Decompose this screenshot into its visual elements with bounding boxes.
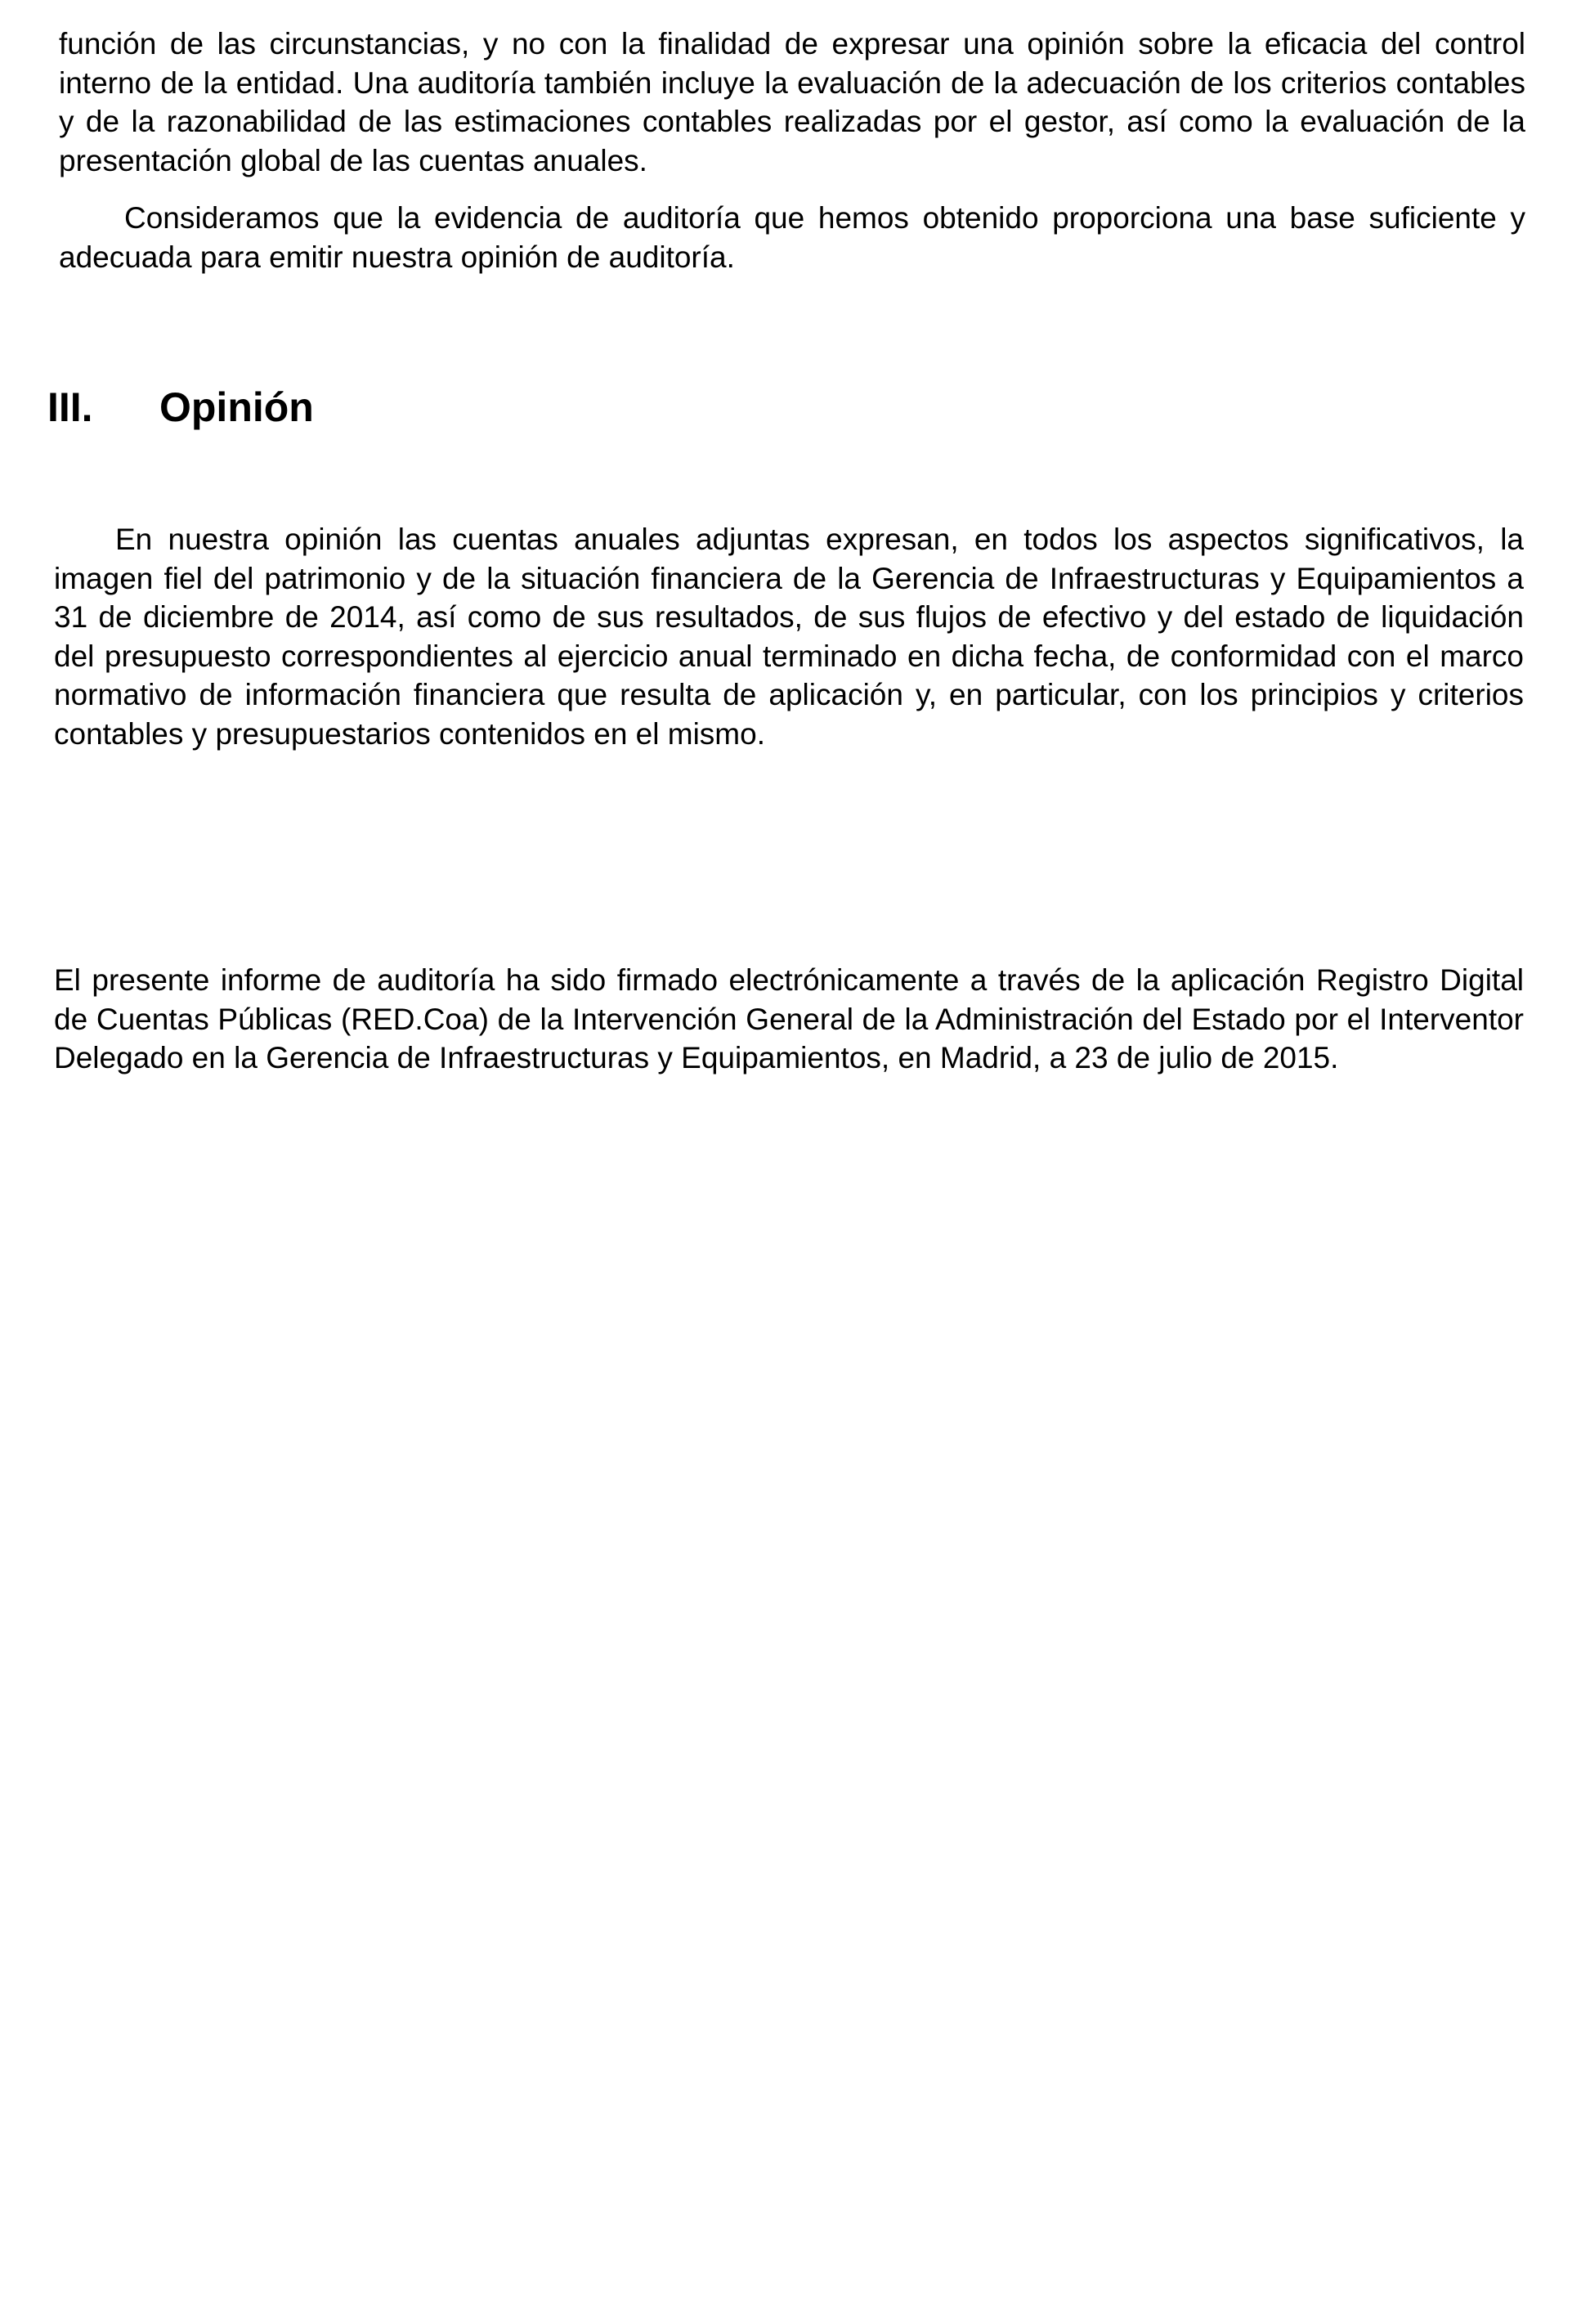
paragraph-audit-evidence: Consideramos que la evidencia de auditoría que hemos obtenido proporciona una base suficiente y adecuada para emitir nuestra opinión de auditoría. <box>59 201 1525 274</box>
paragraph-electronic-signature-note: El presente informe de auditoría ha sido firmado electrónicamente a través de la aplicación Registro Digital de Cuentas Públicas (RED.Coa) de la Intervención General de la Administración del Estado por el Interventor Delegado en la Gerencia de Infraestructuras y Equipamientos, en Madrid, a 23 de julio de 2015. <box>54 963 1524 1075</box>
paragraph-opinion: En nuestra opinión las cuentas anuales adjuntas expresan, en todos los aspectos significativos, la imagen fiel del patrimonio y de la situación financiera de la Gerencia de Infraestructuras y Equipamientos a 31 de diciembre de 2014, así como de sus resultados, de sus flujos de efectivo y del estado de liquidación del presupuesto correspondientes al ejercicio anual terminado en dicha fecha, de conformidad con el marco normativo de información financiera que resulta de aplicación y, en particular, con los principios y criterios contables y presupuestarios contenidos en el mismo. <box>54 523 1524 751</box>
section-title: Opinión <box>159 384 314 430</box>
paragraph-audit-scope-continuation: función de las circunstancias, y no con la finalidad de expresar una opinión sobre la eficacia del control interno de la entidad. Una auditoría también incluye la evaluación de la adecuación de los criterios contables y de la razonabilidad de las estimaciones contables realizadas por el gestor, así como la evaluación de la presentación global de las cuentas anuales. <box>59 27 1525 177</box>
section-heading-opinion <box>47 383 314 432</box>
section-number: III. <box>47 384 93 430</box>
